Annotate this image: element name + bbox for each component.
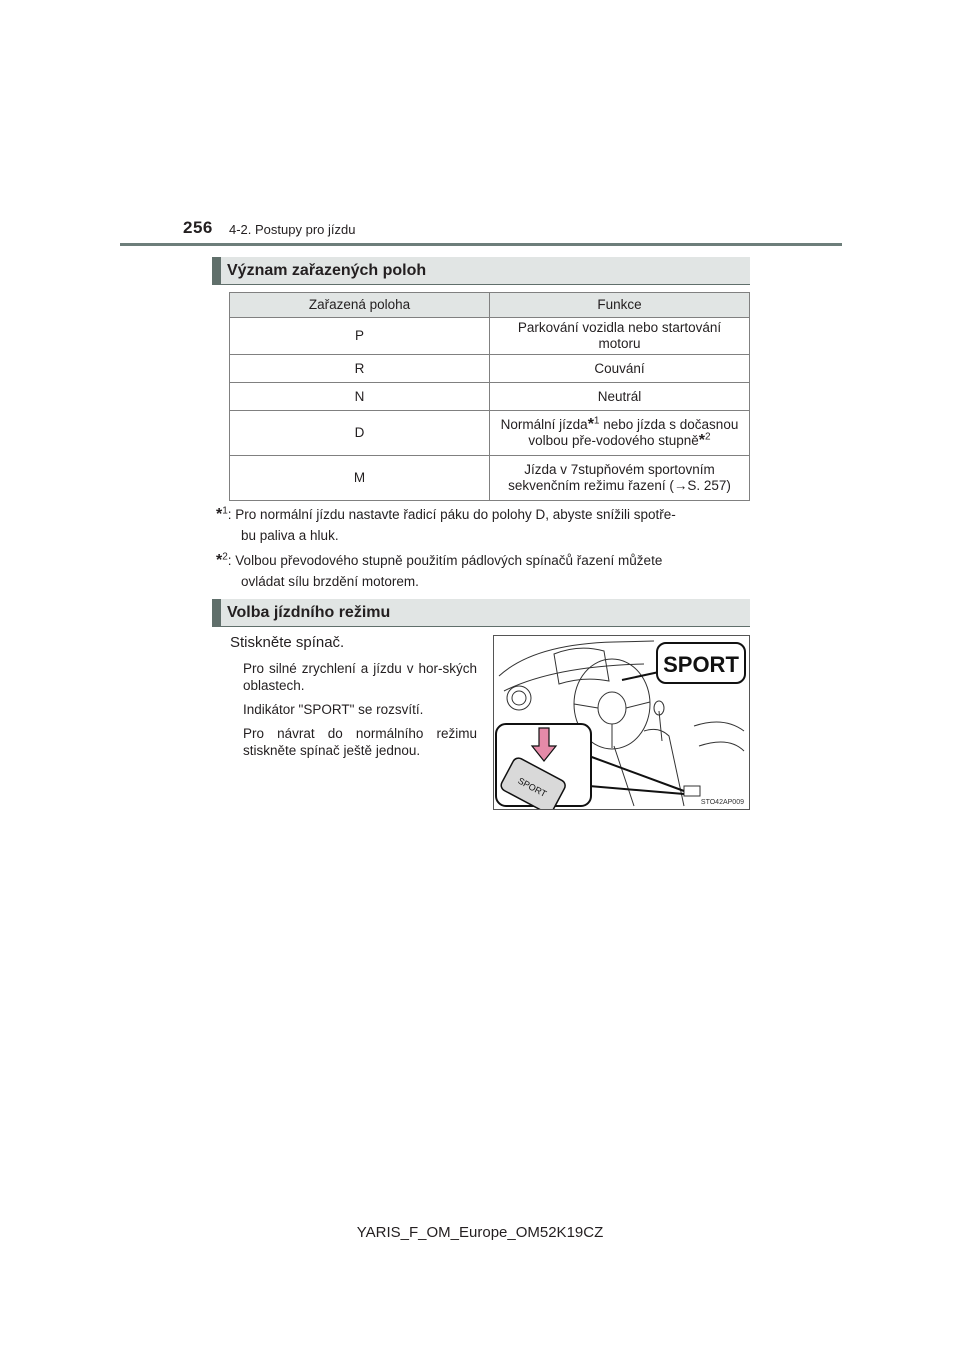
position-cell: N [230,383,490,411]
sport-switch-illustration [493,635,750,810]
air-vent-icon [507,686,531,710]
page-number: 256 [183,218,213,237]
function-cell: Parkování vozidla nebo startování motoru [490,318,750,355]
sport-indicator-text: SPORT [663,652,739,677]
function-cell: Couvání [490,355,750,383]
gear-lever [659,711,662,741]
footnote-ref: 2 [705,431,711,443]
column-header-position: Zařazená poloha [230,293,490,318]
function-text-b: nebo jízda s dočasnou volbou pře-vodového stupně [528,417,739,448]
footnote-text: : Pro normální jízdu nastavte řadicí páku do polohy D, abyste snížili spotře- [227,507,676,522]
steering-hub [598,692,626,724]
footnote-star: * [216,506,223,523]
function-cell: Neutrál [490,383,750,411]
air-vent-inner [512,691,526,705]
console-edge [614,746,634,806]
function-text-a: Normální jízda [500,417,588,432]
footnote-number: 1 [222,505,228,517]
position-cell: M [230,456,490,501]
dashboard-drawing [494,636,749,809]
center-console [644,729,684,806]
callout-leader-line [622,672,659,680]
dashboard-line [504,664,644,691]
table-row [230,411,750,456]
section-path: 4-2. Postupy pro jízdu [229,222,356,237]
section-heading-gear-positions: Význam zařazených poloh [212,257,750,285]
footnote-ref: 1 [593,415,600,427]
position-cell: P [230,318,490,355]
footnote-star: * [216,552,223,569]
table-header-row [230,293,750,318]
figure-code: STO42AP009 [700,799,744,806]
table-row [230,456,750,501]
footnote-star: * [587,416,594,433]
function-cell: Jízda v 7stupňovém sportovním sekvenčním režimu řazení (→S. 257) [490,456,750,501]
footnote-star: * [698,432,706,449]
footnote-text: : Volbou převodového stupně použitím pádlových spínačů řazení můžete [227,553,663,568]
position-cell: D [230,411,490,456]
step-description: Pro návrat do normálního režimu stiskněte spínač ještě jednou. [243,726,477,758]
column-header-function: Funkce [490,293,750,318]
position-cell: R [230,355,490,383]
footnote-continuation: ovládat sílu brzdění motorem. [241,574,419,589]
step-description: Indikátor "SPORT" se rozsvítí. [243,702,424,717]
footnote-1 [216,504,746,546]
footnote-number: 2 [222,551,228,563]
sport-button-label: SPORT [516,775,549,799]
dashboard-outline [499,641,654,676]
table-row [230,383,750,411]
gear-positions-table [229,292,750,501]
table-row [230,355,750,383]
section-heading-drive-mode: Volba jízdního režimu [212,599,750,627]
step-title: Stiskněte spínač. [230,634,345,651]
switch-location [684,786,700,796]
table-row [230,318,750,355]
step-description: Pro silné zrychlení a jízdu v hor-ských oblastech. [243,661,477,693]
header-rule [120,243,842,246]
function-cell [490,411,750,456]
footnote-2 [216,550,746,592]
footnote-continuation: bu paliva a hluk. [241,528,339,543]
footer-document-id: YARIS_F_OM_Europe_OM52K19CZ [356,1224,604,1241]
seat-outline [694,722,744,751]
